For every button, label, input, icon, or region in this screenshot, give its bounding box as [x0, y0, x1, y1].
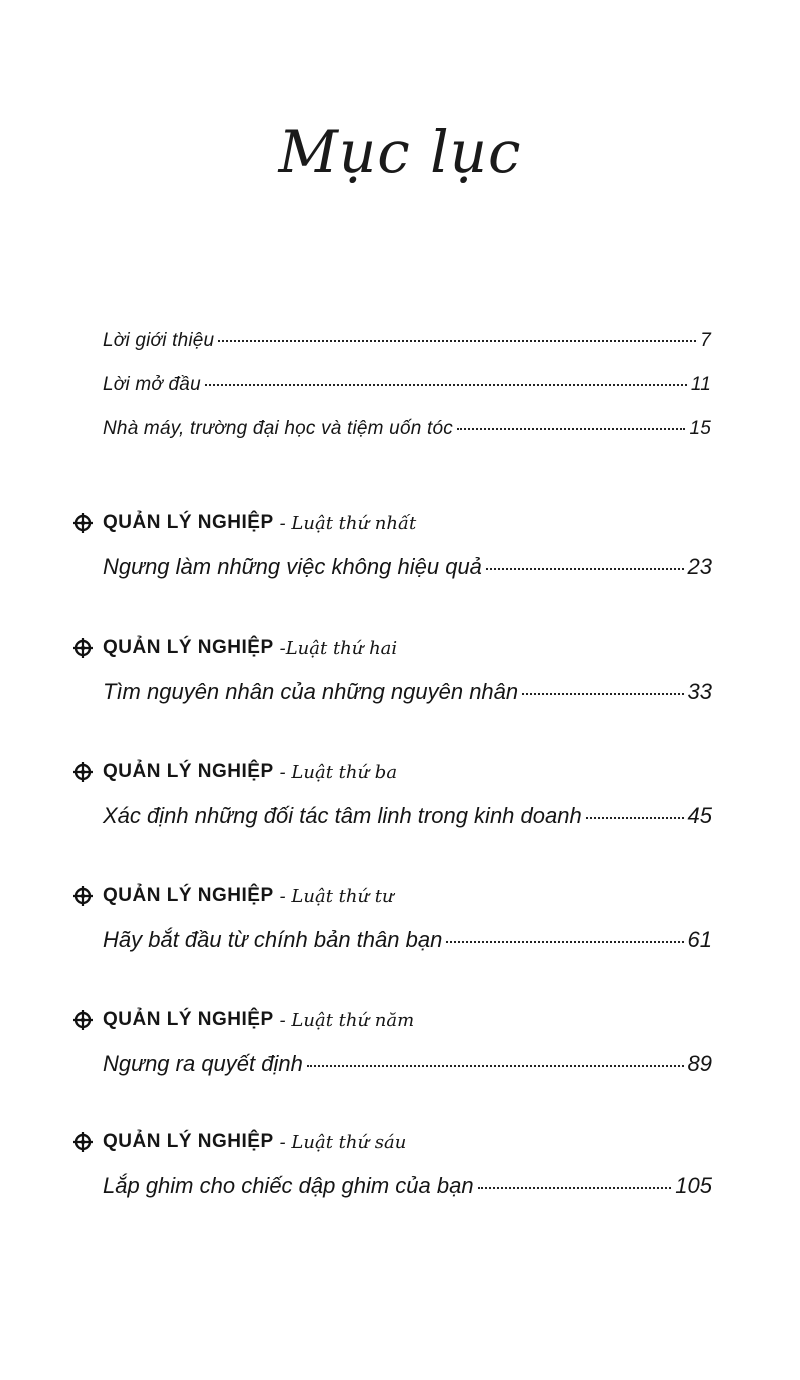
entry-title: Nhà máy, trường đại học và tiệm uốn tóc [103, 418, 453, 439]
entry-title: Ngưng ra quyết định [103, 1051, 303, 1076]
page-number: 15 [689, 418, 711, 439]
page-number: 23 [687, 554, 712, 579]
toc-section-3 [72, 757, 712, 829]
entry-title: Lời mở đầu [103, 374, 201, 395]
leader-dots [205, 384, 687, 386]
entry-title: Tìm nguyên nhân của những nguyên nhân [103, 679, 519, 704]
section-label: QUẢN LÝ NGHIỆP [103, 761, 274, 782]
section-heading [72, 881, 712, 911]
page-number: 89 [687, 1051, 712, 1076]
section-heading [72, 757, 712, 787]
section-label: QUẢN LÝ NGHIỆP [103, 1009, 274, 1030]
entry-title: Lời giới thiệu [103, 330, 215, 351]
section-heading [72, 633, 712, 663]
toc-entry[interactable] [103, 1173, 712, 1199]
page-number: 105 [675, 1173, 712, 1198]
leader-dots [486, 568, 684, 570]
page-title: Mục lục [278, 118, 522, 186]
entry-title: Lắp ghim cho chiếc dập ghim của bạn [103, 1173, 474, 1198]
toc-entry[interactable] [103, 679, 712, 705]
section-heading [72, 1005, 712, 1035]
compass-ornament-icon [72, 637, 94, 659]
section-rule: -Luật thứ hai [279, 637, 398, 659]
section-rule: - Luật thứ ba [279, 761, 398, 783]
toc-section-4 [72, 881, 712, 953]
toc-entry[interactable] [103, 927, 712, 953]
toc-entry[interactable] [103, 1051, 712, 1077]
toc-entry-intro-3[interactable] [103, 418, 711, 462]
compass-ornament-icon [72, 761, 94, 783]
leader-dots [457, 428, 686, 430]
section-heading [72, 1127, 712, 1157]
entry-title: Xác định những đối tác tâm linh trong kinh doanh [103, 803, 582, 828]
leader-dots [478, 1187, 672, 1189]
leader-dots [307, 1065, 684, 1067]
toc-section-6 [72, 1127, 712, 1199]
leader-dots [446, 941, 683, 943]
section-rule: - Luật thứ nhất [279, 512, 417, 534]
section-label: QUẢN LÝ NGHIỆP [103, 885, 274, 906]
compass-ornament-icon [72, 1131, 94, 1153]
page-number: 11 [690, 374, 711, 395]
section-label: QUẢN LÝ NGHIỆP [103, 512, 274, 533]
page-number: 33 [687, 679, 712, 704]
toc-entry-intro-1[interactable] [103, 330, 711, 374]
entry-title: Ngưng làm những việc không hiệu quả [103, 554, 482, 579]
entry-title: Hãy bắt đầu từ chính bản thân bạn [103, 927, 443, 952]
toc-section-5 [72, 1005, 712, 1077]
compass-ornament-icon [72, 885, 94, 907]
toc-section-2 [72, 633, 712, 705]
toc-section-1 [72, 508, 712, 580]
section-rule: - Luật thứ tư [279, 885, 394, 907]
section-label: QUẢN LÝ NGHIỆP [103, 637, 274, 658]
toc-entry[interactable] [103, 554, 712, 580]
section-label: QUẢN LÝ NGHIỆP [103, 1131, 274, 1152]
section-heading [72, 508, 712, 538]
page-number: 7 [700, 330, 711, 351]
toc-entry[interactable] [103, 803, 712, 829]
compass-ornament-icon [72, 1009, 94, 1031]
leader-dots [522, 693, 683, 695]
compass-ornament-icon [72, 512, 94, 534]
page-number: 61 [687, 927, 712, 952]
section-rule: - Luật thứ sáu [279, 1131, 407, 1153]
toc-entry-intro-2[interactable] [103, 374, 711, 418]
page-number: 45 [687, 803, 712, 828]
section-rule: - Luật thứ năm [279, 1009, 415, 1031]
leader-dots [586, 817, 684, 819]
leader-dots [218, 340, 696, 342]
intro-list [103, 330, 711, 462]
